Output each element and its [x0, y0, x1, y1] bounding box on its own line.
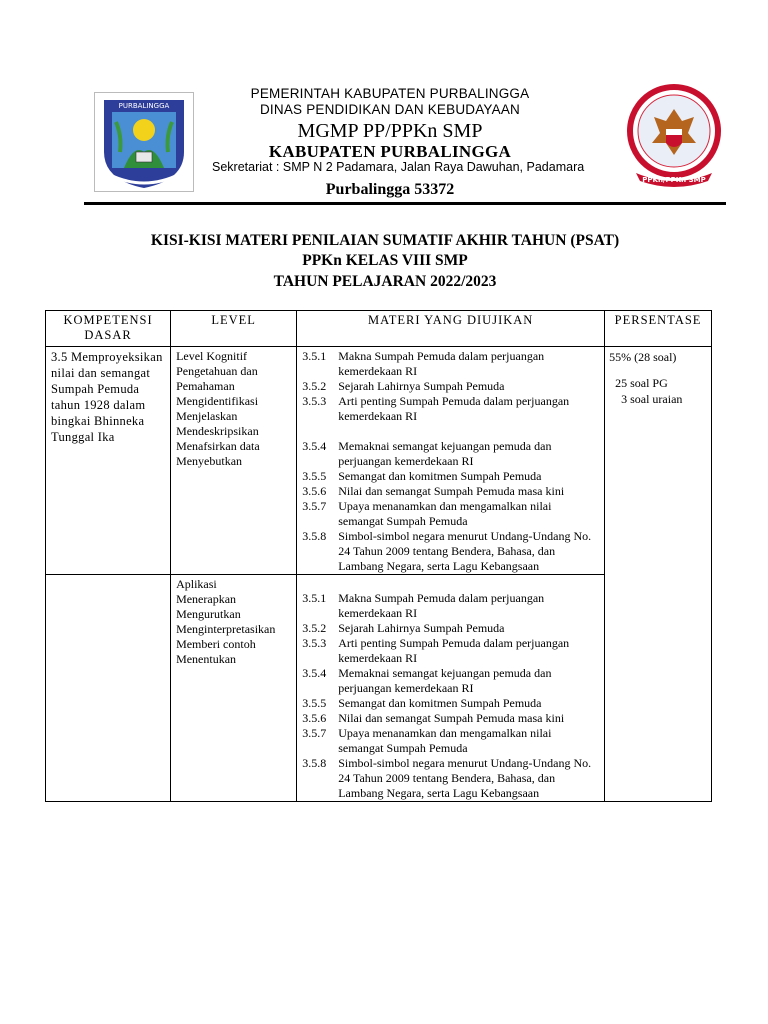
persentase-total: 55% (28 soal)	[609, 350, 677, 364]
materi-cell	[297, 347, 605, 575]
materi-item	[302, 636, 599, 666]
materi-number: 3.5.5	[302, 696, 327, 710]
materi-text: Nilai dan semangat Sumpah Pemuda masa kini	[338, 484, 565, 498]
materi-item	[302, 529, 599, 574]
materi-text: Upaya menanamkan dan mengamalkan nilai semangat Sumpah Pemuda	[338, 499, 552, 528]
materi-number: 3.5.1	[302, 349, 327, 363]
dinas-line: DINAS PENDIDIKAN DAN KEBUDAYAAN	[259, 102, 520, 117]
kisi-kisi-table	[45, 310, 712, 802]
purbalingga-emblem-logo	[94, 92, 194, 192]
level-item: Menginterpretasikan	[176, 622, 276, 636]
materi-item	[302, 439, 599, 469]
persentase-uraian: 3 soal uraian	[621, 392, 683, 406]
materi-item	[302, 469, 599, 484]
materi-number: 3.5.7	[302, 726, 327, 740]
materi-item	[302, 394, 599, 424]
header-persentase: PERSENTASE	[605, 311, 712, 347]
materi-text: Sejarah Lahirnya Sumpah Pemuda	[338, 379, 505, 393]
level-item: Menentukan	[176, 652, 237, 666]
government-line: PEMERINTAH KABUPATEN PURBALINGGA	[250, 86, 530, 101]
mgmp-title: MGMP PP/PPKn SMP	[297, 120, 483, 142]
materi-number: 3.5.4	[302, 439, 327, 453]
kompetensi-dasar-cell: 3.5 Memproyeksikan nilai dan semangat Sumpah Pemuda tahun 1928 dalam bingkai Bhinneka Tunggal Ika	[46, 347, 171, 575]
level-item: Menafsirkan data	[176, 439, 260, 453]
materi-item	[302, 726, 599, 756]
persentase-cell	[605, 347, 712, 802]
materi-item	[302, 379, 599, 394]
document-subtitle-class: PPKn KELAS VIII SMP	[302, 252, 468, 269]
level-item: Mengidentifikasi	[176, 394, 259, 408]
materi-text: Sejarah Lahirnya Sumpah Pemuda	[338, 621, 505, 635]
document-subtitle-year: TAHUN PELAJARAN 2022/2023	[273, 273, 497, 290]
materi-item	[302, 696, 599, 711]
materi-item	[302, 621, 599, 636]
materi-text: Simbol-simbol negara menurut Undang-Undang No. 24 Tahun 2009 tentang Bendera, Bahasa, dan Lambang Negara, serta Lagu Kebangsaan	[338, 756, 592, 800]
materi-item	[302, 499, 599, 529]
level-item: Pengetahuan dan	[176, 364, 258, 378]
materi-item	[302, 484, 599, 499]
materi-item	[302, 349, 599, 379]
kabupaten-title: KABUPATEN PURBALINGGA	[268, 142, 512, 161]
kompetensi-dasar-cell-empty	[46, 575, 171, 802]
logo-right-lettering: PPKn/PPKn SMP	[642, 176, 706, 184]
materi-text: Memaknai semangat kejuangan pemuda dan perjuangan kemerdekaan RI	[338, 666, 552, 695]
materi-item	[302, 711, 599, 726]
materi-number: 3.5.3	[302, 394, 327, 408]
materi-number: 3.5.8	[302, 529, 327, 543]
mgmp-ppkn-logo	[626, 81, 722, 191]
materi-number: 3.5.6	[302, 484, 327, 498]
level-item: Mendeskripsikan	[176, 424, 259, 438]
header-divider	[84, 202, 726, 205]
level-item: Mengurutkan	[176, 607, 241, 621]
logo-left-lettering: PURBALINGGA	[118, 102, 170, 110]
materi-text: Semangat dan komitmen Sumpah Pemuda	[338, 469, 542, 483]
materi-number: 3.5.5	[302, 469, 327, 483]
table-header-row	[46, 311, 712, 347]
persentase-pg: 25 soal PG	[615, 376, 668, 390]
materi-text: Semangat dan komitmen Sumpah Pemuda	[338, 696, 542, 710]
materi-cell	[297, 575, 605, 802]
document-title: KISI-KISI MATERI PENILAIAN SUMATIF AKHIR TAHUN (PSAT)	[150, 232, 620, 249]
materi-text: Arti penting Sumpah Pemuda dalam perjuangan kemerdekaan RI	[338, 636, 570, 665]
sekretariat-address: Sekretariat : SMP N 2 Padamara, Jalan Raya Dawuhan, Padamara	[212, 160, 585, 174]
materi-item	[302, 666, 599, 696]
level-item: Memberi contoh	[176, 637, 256, 651]
level-item: Aplikasi	[176, 577, 217, 591]
level-cell	[171, 347, 297, 575]
city-postal: Purbalingga 53372	[325, 181, 455, 198]
header-materi: MATERI YANG DIUJIKAN	[297, 311, 605, 347]
materi-number: 3.5.2	[302, 379, 327, 393]
materi-number: 3.5.2	[302, 621, 327, 635]
materi-item	[302, 591, 599, 621]
materi-number: 3.5.8	[302, 756, 327, 770]
materi-text: Arti penting Sumpah Pemuda dalam perjuangan kemerdekaan RI	[338, 394, 570, 423]
materi-text: Memaknai semangat kejuangan pemuda dan perjuangan kemerdekaan RI	[338, 439, 552, 468]
materi-number: 3.5.6	[302, 711, 327, 725]
materi-text: Makna Sumpah Pemuda dalam perjuangan kemerdekaan RI	[338, 591, 545, 620]
level-item: Level Kognitif	[176, 349, 248, 363]
materi-text: Makna Sumpah Pemuda dalam perjuangan kemerdekaan RI	[338, 349, 545, 378]
level-item: Menjelaskan	[176, 409, 238, 423]
materi-text: Simbol-simbol negara menurut Undang-Undang No. 24 Tahun 2009 tentang Bendera, Bahasa, dan Lambang Negara, serta Lagu Kebangsaan	[338, 529, 592, 573]
level-item: Pemahaman	[176, 379, 235, 393]
list-spacer	[302, 424, 599, 439]
table-row	[46, 347, 712, 575]
level-item: Menerapkan	[176, 592, 237, 606]
level-cell	[171, 575, 297, 802]
materi-number: 3.5.1	[302, 591, 327, 605]
materi-text: Nilai dan semangat Sumpah Pemuda masa kini	[338, 711, 565, 725]
materi-number: 3.5.7	[302, 499, 327, 513]
header-level: LEVEL	[171, 311, 297, 347]
materi-number: 3.5.3	[302, 636, 327, 650]
materi-text: Upaya menanamkan dan mengamalkan nilai semangat Sumpah Pemuda	[338, 726, 552, 755]
header-kompetensi-dasar: KOMPETENSI DASAR	[46, 311, 171, 347]
materi-number: 3.5.4	[302, 666, 327, 680]
materi-item	[302, 756, 599, 801]
level-item: Menyebutkan	[176, 454, 243, 468]
